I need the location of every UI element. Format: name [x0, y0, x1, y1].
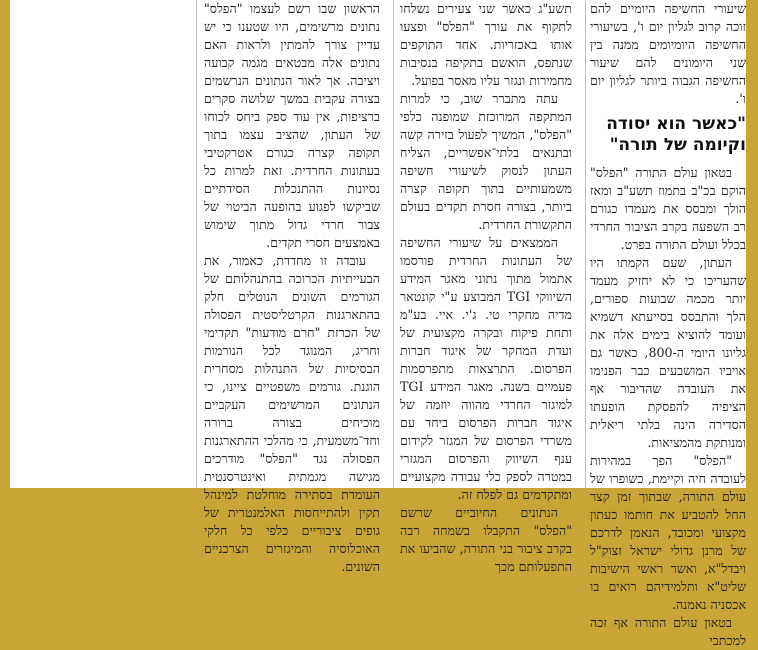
paragraph: בטאון עולם התורה אף זכה למכתבי	[590, 615, 746, 648]
paragraph: עובדה זו מחדדת, כאמור, את הבעייתיות הכרוכה בהתנהלותם של הגורמים השונים הנוטלים חלק בהתארגנות הקרטליסטית הפסולה של הכרזת "חרם מודעות" תקדימי וחריג, המנוגד לכל הנורמות הבסיסיות של התנהלות מסחרית הוגנת. גורמים משפטיים ציינו, כי הנתונים המרשימים העקביים מוכיחים בצורה ברורה וחד־משמעית, כי מהלכי ההתארגנות הפסולה נגד "הפלס" מודרכים מגישה מגמתית ואינטרסנטית העומדת בסתירה מוחלטת למינהל תקין ולהתייחסות האלמנטרית של גופים ציבוריים כלפי כל חלקי האוכלוסיה והמיגזרים הצרכניים השונים.	[204, 253, 380, 574]
article-column-4	[16, 0, 186, 488]
column-divider	[585, 0, 586, 488]
article-column-2	[400, 0, 572, 574]
paragraph: העתון, שעם הקמתו היו שהעריכו כי לא יחזיק מעמד יותר מכמה שבועות ספורים, הלך והתבסס בסייעתא דשמיא ועומד להוציא בימים אלה את גליונו היומי ה-800, כאשר גם אויביו המושבעים כבר הפנימו את העובדה שהדיבור אף הציפיה להפסקת הופעתו הסדירה הינה בלתי ריאלית ומנותקת מהמציאות.	[590, 255, 747, 450]
article-column-1	[590, 0, 747, 648]
paragraph: הראשון שבו רשם לעצמו "הפלס" נתונים מרשימים, היו שטענו כי יש עדיין צורך להמתין ולראות האם נתונים אלה מבטאים מגמה קבועה ויציבה. אך לאור הנתונים הנרשמים בצורה עקבית במשך שלושה סקרים ברציפות, אין עוד ספק ביחס לכוחו של העתון, שהציב עצמו בתוך תקופה קצרה כגורם אטרקטיבי בעתונות החרדית. זאת למרות כל נסיונות ההתנכלות הסידתיים שביקשו לפגוע בהופעה הביטוי של צבור חרדי גדול מתוך שימוש באמצעים חסרי תקדים.	[204, 1, 380, 250]
paragraph: תשע"ג כאשר שני צעירים נשלחו לתקוף את עורך "הפלס" ופצעו אותו באכזריות. אחד התוקפים שנתפס, הואשם בתקיפה בנסיבות מחמירות ונגזר עליו מאסר בפועל.	[400, 1, 572, 88]
article-column-3	[204, 0, 380, 574]
paragraph: הממצאים על שיעורי החשיפה של העתונות החרדית פורסמו אתמול מתוך נתוני מאגר המידע השיווקי TGI המבוצע ע"י קונטאר מדיה מחקרי טי. ג'י. איי. בע"מ ותחת פיקוח ובקרה מקצועית של ועדת המחקר של איגוד חברות הפרסום. התרצאות מתפרסמות פעמיים בשנה. מאגר המידע TGI למיגזר החרדי מהווה יוזמה של איגוד חברות הפרסום ביחד עם משרדי הפרסום של המגזר לקידום ענף השיווק והפרסום המגזרי במטרה לספק כלי עבודה מקצועיים ומתקדמים גם לפלח זה.	[400, 235, 572, 502]
paragraph: בטאון עולם התורה "הפלס" הוקם בכ"ב בתמוז תשע"ב ומאז הולך ומבסס את מעמדו כגורם רב השפעה בקרב הציבור החרדי בכלל ועולם התורה בפרט.	[590, 165, 746, 252]
paragraph: "הפלס" הפך במהירות לעובדה חיה וקיימת, כשופרו של עולם התורה, שבתוך זמן קצר החל להטביע את חותמו כעתון מקצועי ומכובד, הנאמן לדרכם של מרנן גדולי ישראל זצוק"ל ויבדל"א, ואשר ראשי הישיבות שליט"א ותלמידיהם רואים בו אכסניה נאמנה.	[590, 453, 746, 612]
article-subheadline: "כאשר הוא יסודה וקיומה של תורה"	[606, 114, 746, 155]
paragraph: הנתונים החיוביים שרשם "הפלס" התקבלו בשמחה רבה בקרב ציבור בני התורה, שהביעו את התפעלותם מכך	[400, 505, 572, 574]
paragraph: עתה מתברר שוב, כי למרות המתקפה המרוכזת שמופנה כלפי "הפלס", המשיך לפעול בזירה קשה ובתנאים בלתי־אפשריים, הצליח העתון לנסוק לשיעורי חשיפה משמעותיים בתוך תקופה קצרה ביותר, בצורה חסרת תקדים בעולם התקשורת החרדית.	[400, 91, 572, 232]
column-1-intro-text: שיעורי החשיפה היומיים להם זוכה קרוב לגליון יום ו', בשיעורי החשיפה היומיומים ממנה בין שני היומונים להם שיעור החשיפה הגבוה ביותר לגליון יום ו'.	[590, 1, 746, 106]
newspaper-page	[10, 0, 747, 648]
column-divider	[393, 0, 394, 488]
column-divider	[196, 0, 197, 488]
